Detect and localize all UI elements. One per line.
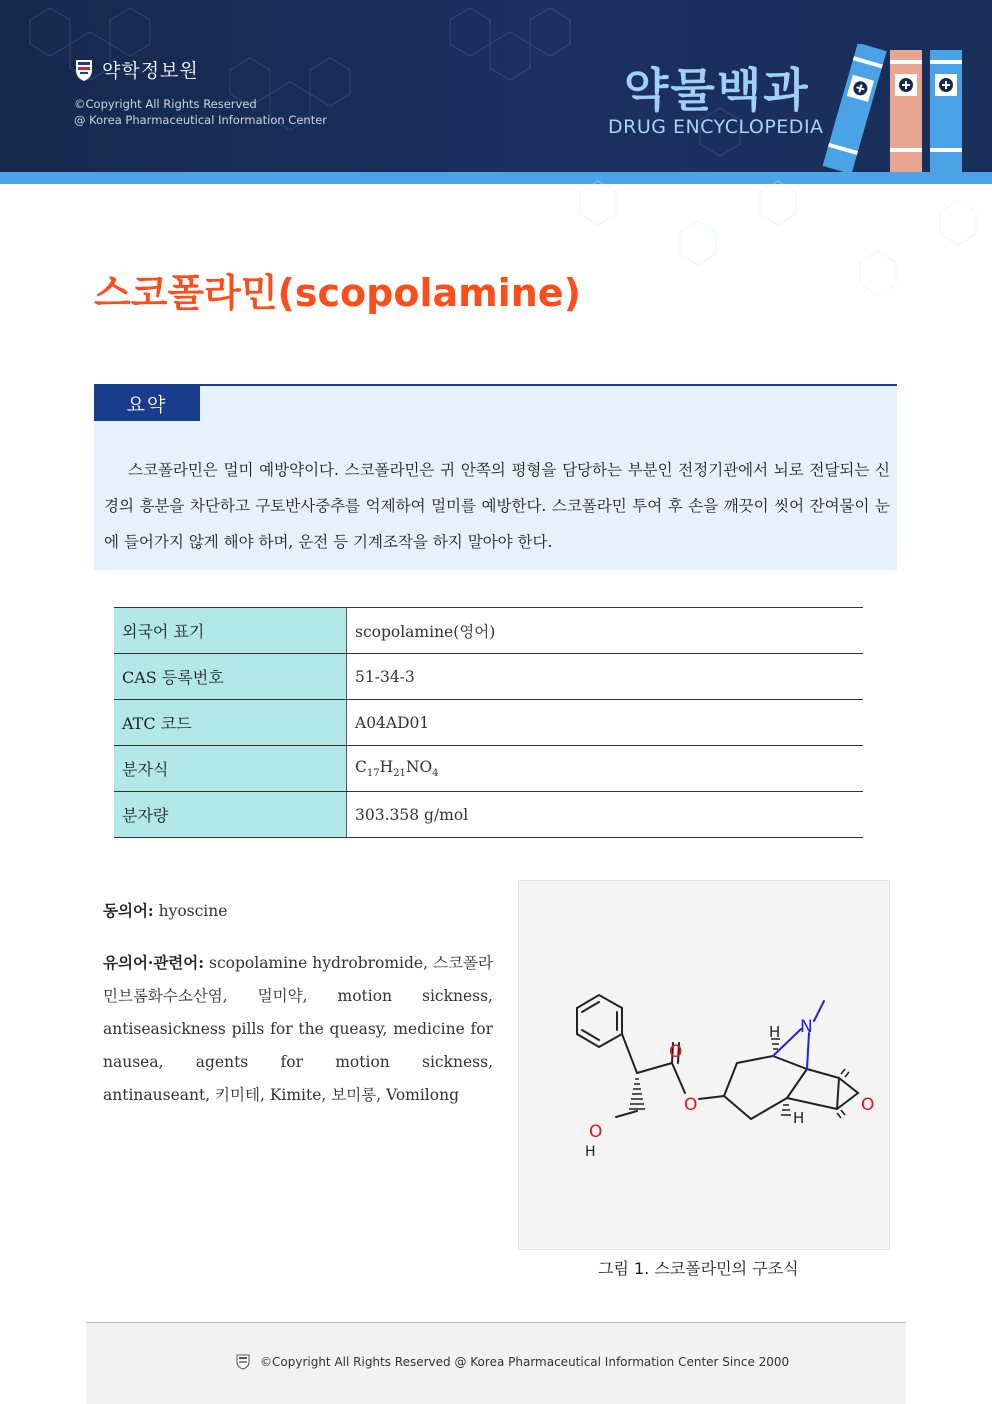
related-value: scopolamine hydrobromide, 스코폴라민브롬화수소산염, 멀미약, motion sickness, antiseasickness pills for the queasy, medicine for nausea, agents for motion sickness, antinauseant, 키미테, Kimite, 보미롱, Vomilong	[103, 954, 493, 1104]
molecular-formula	[347, 746, 864, 792]
info-value: A04AD01	[347, 700, 864, 746]
formula-c: C	[355, 757, 367, 776]
formula-no: NO	[405, 757, 433, 776]
synonym-line	[103, 894, 493, 928]
info-value: 51-34-3	[347, 654, 864, 700]
figure-caption: 그림 1. 스코폴라민의 구조식	[598, 1259, 799, 1278]
scopolamine-structure-diagram	[519, 881, 889, 1249]
page-title: 스코폴라민(scopolamine)	[94, 271, 581, 315]
background-hexagon-pattern	[560, 172, 992, 342]
brand-title-ko: 약물백과	[624, 63, 810, 117]
atom-nitrogen: N	[800, 1017, 813, 1037]
related-label: 유의어·관련어:	[103, 953, 204, 972]
table-row	[114, 654, 863, 700]
formula-o-count: 4	[432, 768, 439, 780]
org-identity	[74, 56, 199, 83]
table-row	[114, 608, 863, 654]
formula-c-count: 17	[366, 768, 380, 780]
info-key: 분자식	[114, 746, 347, 792]
summary-text: 스코폴라민은 멀미 예방약이다. 스코폴라민은 귀 안쪽의 평형을 담당하는 부분인 전정기관에서 뇌로 전달되는 신경의 흥분을 차단하고 구토반사중추를 억제하여 멀미를 예방한다. 스코폴라민 투여 후 손을 깨끗이 씻어 잔여물이 눈에 들어가지 않게 해야 하며, 운전 등 기계조작을 하지 말아야 한다.	[104, 461, 890, 551]
atom-hydroxyl-oxygen: O	[589, 1122, 603, 1142]
info-key: 분자량	[114, 792, 347, 838]
brand-title-en: DRUG ENCYCLOPEDIA	[608, 116, 824, 138]
info-key: ATC 코드	[114, 700, 347, 746]
atom-bridgehead-hydrogen-bottom: H	[793, 1109, 805, 1127]
table-row	[114, 792, 863, 838]
footer-copyright: ©Copyright All Rights Reserved @ Korea Pharmaceutical Information Center Since 2000	[260, 1355, 790, 1369]
atom-carbonyl-oxygen: O	[669, 1042, 683, 1062]
info-value: 303.358 g/mol	[347, 792, 864, 838]
header-copyright-line2: @ Korea Pharmaceutical Information Center	[74, 113, 327, 127]
info-key: 외국어 표기	[114, 608, 347, 654]
footer-logo-icon	[236, 1354, 250, 1370]
org-shield-logo	[74, 58, 94, 82]
table-row	[114, 700, 863, 746]
header-banner	[0, 0, 992, 172]
header-copyright	[74, 96, 327, 128]
header-copyright-line1: ©Copyright All Rights Reserved	[74, 97, 257, 111]
atom-bridgehead-hydrogen-top: H	[769, 1023, 781, 1041]
table-row	[114, 746, 863, 792]
synonym-label: 동의어:	[103, 901, 154, 920]
summary-box	[94, 384, 897, 570]
books-illustration-icon	[812, 44, 972, 172]
related-terms	[103, 946, 493, 1112]
atom-ester-oxygen: O	[684, 1095, 698, 1115]
synonym-value: hyoscine	[158, 902, 228, 920]
org-name: 약학정보원	[102, 60, 199, 82]
atom-epoxide-oxygen: O	[861, 1095, 875, 1115]
info-value: scopolamine(영어)	[347, 608, 864, 654]
footer	[86, 1322, 906, 1404]
structure-figure	[518, 880, 890, 1250]
info-key: CAS 등록번호	[114, 654, 347, 700]
formula-h: H	[379, 757, 394, 776]
synonyms-section	[103, 894, 493, 1112]
formula-h-count: 21	[393, 768, 406, 780]
footer-content	[236, 1354, 789, 1370]
atom-hydroxyl-hydrogen: H	[585, 1144, 596, 1160]
summary-tab: 요약	[94, 386, 200, 421]
info-table	[114, 607, 863, 838]
